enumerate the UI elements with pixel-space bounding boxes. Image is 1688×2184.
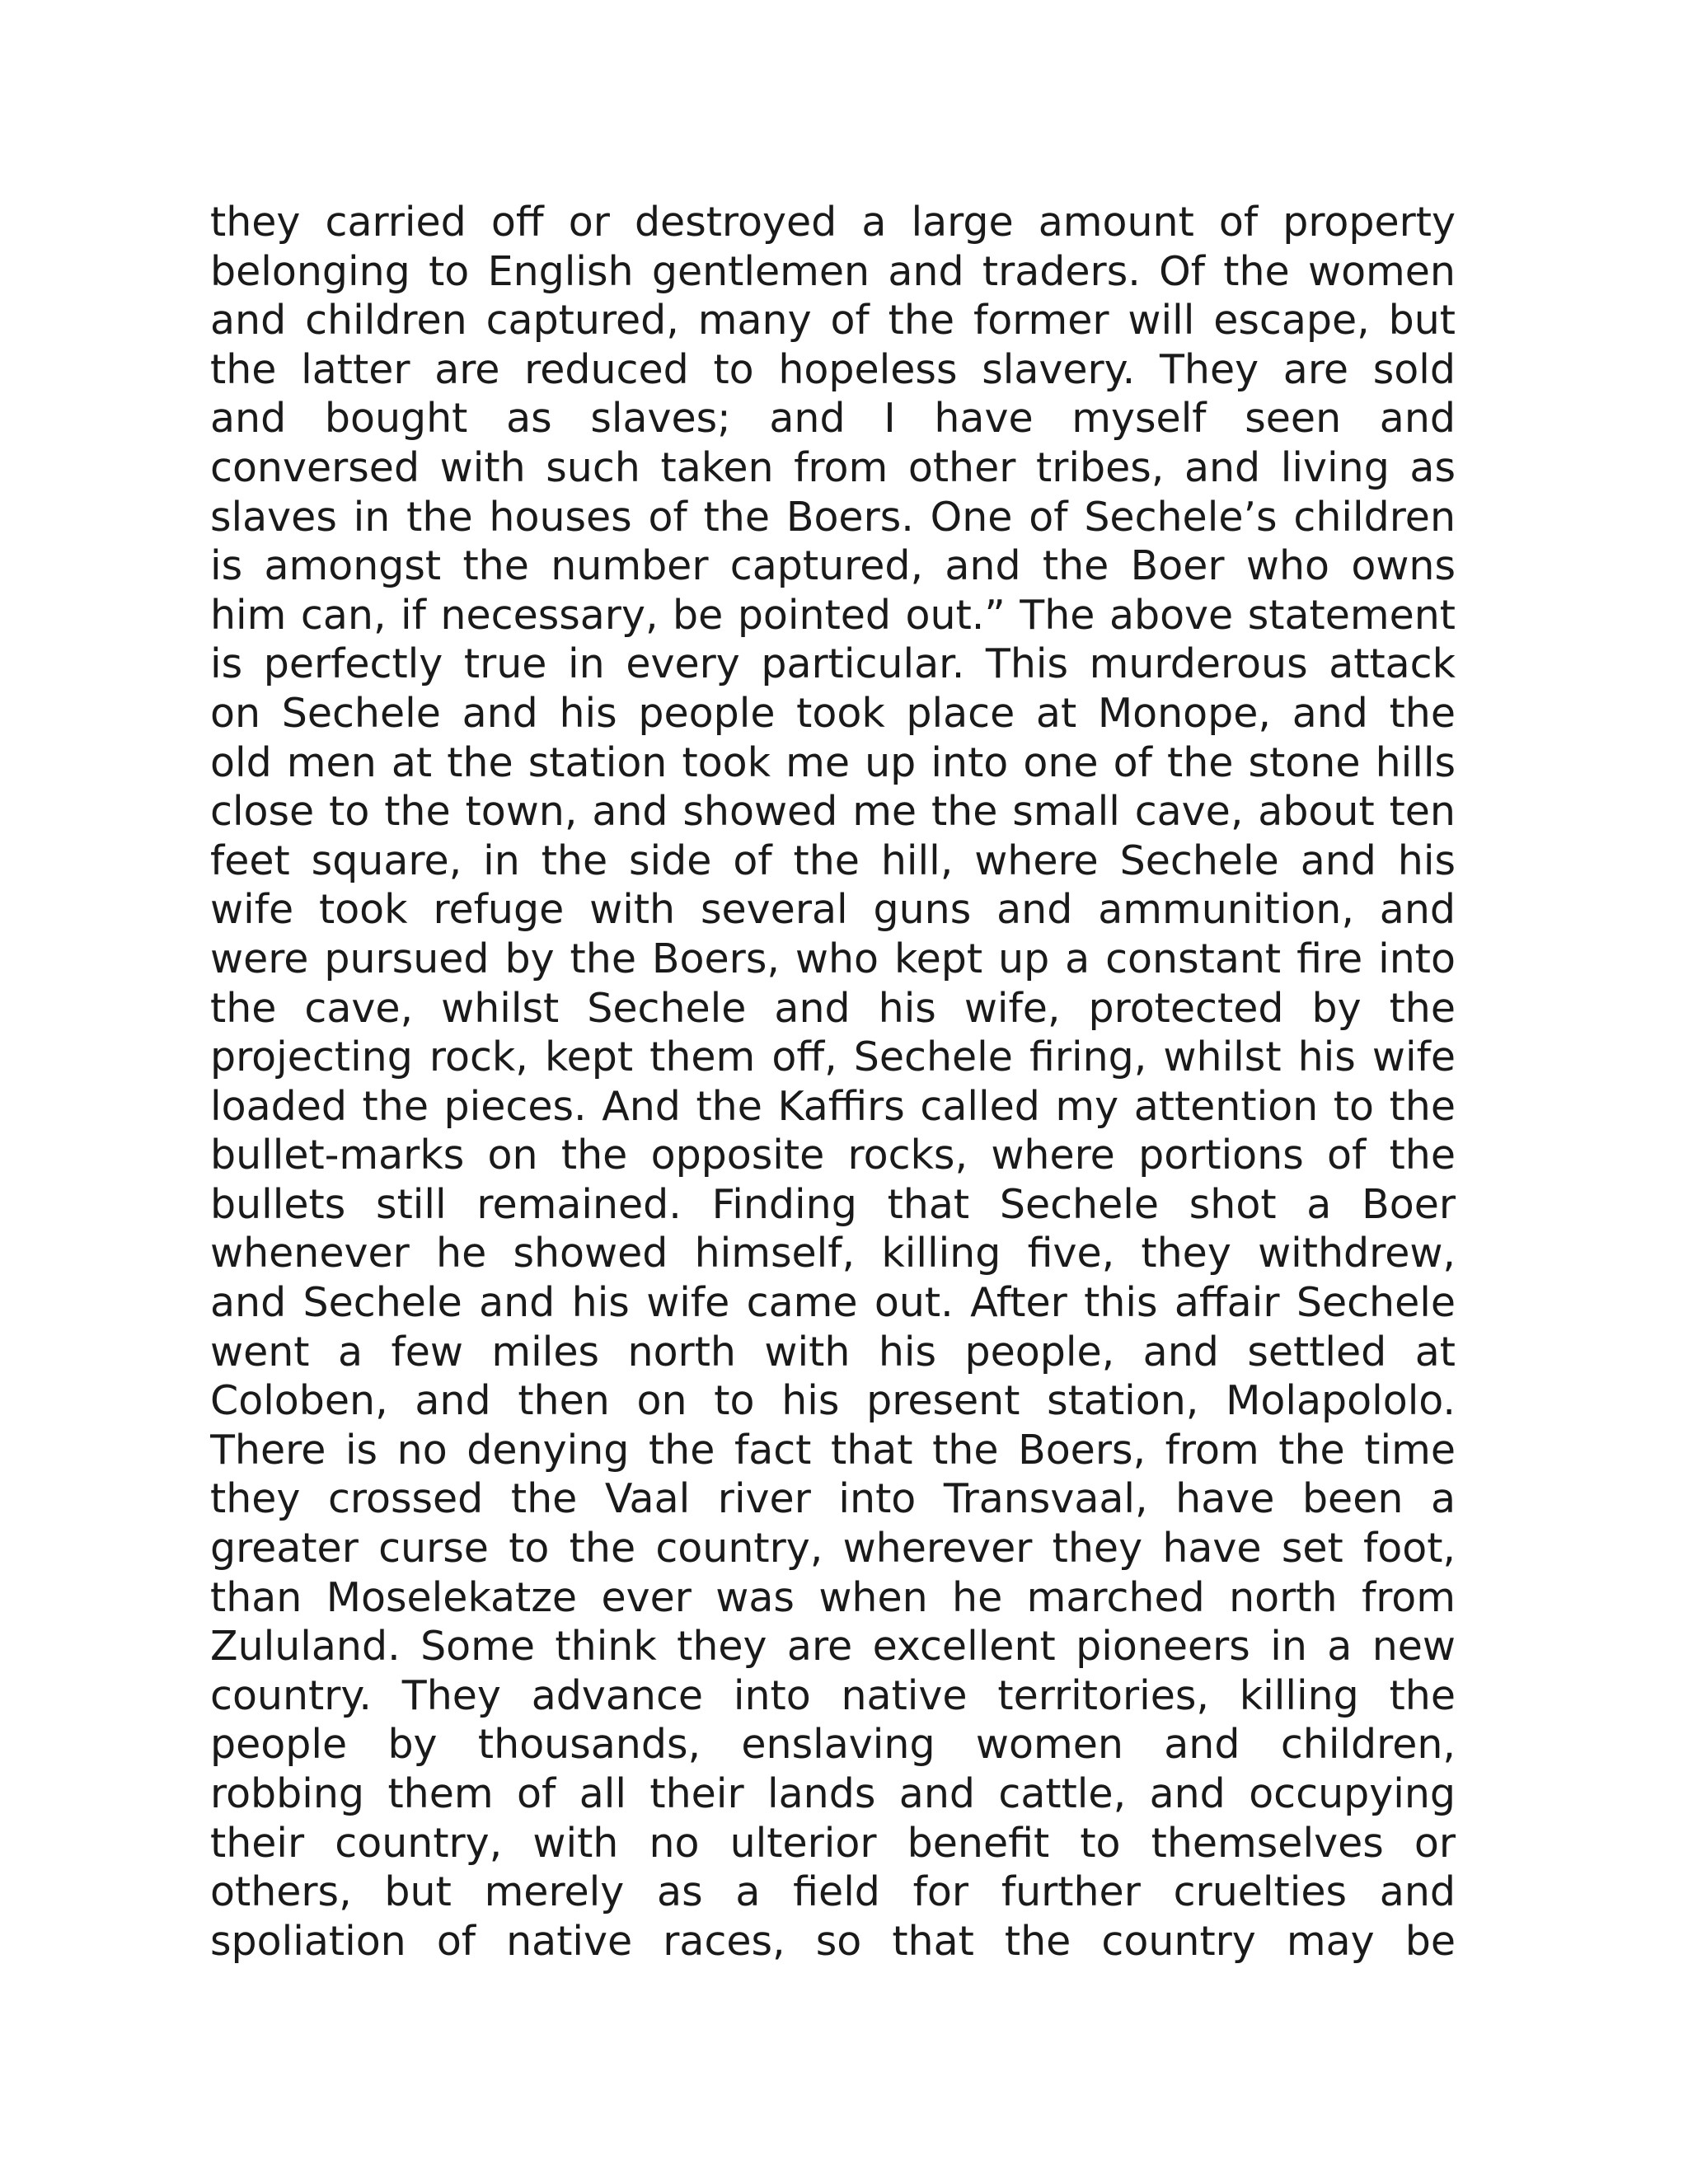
text-line: than Moselekatze ever was when he marched north from: [210, 1573, 1456, 1621]
body-text: [210, 198, 1456, 1966]
text-line: and Sechele and his wife came out. After this affair Sechele: [210, 1279, 1456, 1327]
text-line: Coloben, and then on to his present station, Molapololo.: [210, 1377, 1456, 1425]
text-line: There is no denying the fact that the Boers, from the time: [210, 1426, 1456, 1474]
text-line: robbing them of all their lands and cattle, and occupying: [210, 1770, 1456, 1817]
text-line: whenever he showed himself, killing five, they withdrew,: [210, 1230, 1456, 1277]
text-line: Zululand. Some think they are excellent pioneers in a new: [210, 1623, 1456, 1671]
text-line: him can, if necessary, be pointed out.” The above statement: [210, 591, 1456, 639]
text-line: and children captured, many of the former will escape, but: [210, 297, 1456, 344]
text-line: is perfectly true in every particular. This murderous attack: [210, 640, 1456, 688]
text-line: feet square, in the side of the hill, where Sechele and his: [210, 837, 1456, 884]
text-line: the latter are reduced to hopeless slavery. They are sold: [210, 345, 1456, 393]
text-line: country. They advance into native territories, killing the: [210, 1671, 1456, 1719]
text-line: greater curse to the country, wherever they have set foot,: [210, 1525, 1456, 1572]
text-line: the cave, whilst Sechele and his wife, protected by the: [210, 984, 1456, 1032]
text-line: they crossed the Vaal river into Transvaal, have been a: [210, 1475, 1456, 1523]
text-line: slaves in the houses of the Boers. One of Sechele’s children: [210, 493, 1456, 541]
text-line: belonging to English gentlemen and traders. Of the women: [210, 247, 1456, 295]
text-line: loaded the pieces. And the Kaffirs called my attention to the: [210, 1082, 1456, 1130]
text-line: close to the town, and showed me the small cave, about ten: [210, 788, 1456, 836]
text-line: they carried off or destroyed a large amount of property: [210, 199, 1456, 246]
text-line: is amongst the number captured, and the Boer who owns: [210, 542, 1456, 590]
text-line: wife took refuge with several guns and ammunition, and: [210, 886, 1456, 934]
text-line: projecting rock, kept them off, Sechele firing, whilst his wife: [210, 1033, 1456, 1081]
text-line: old men at the station took me up into one of the stone hills: [210, 738, 1456, 786]
text-line: spoliation of native races, so that the country may be: [210, 1917, 1456, 1965]
text-line: on Sechele and his people took place at Monope, and the: [210, 689, 1456, 737]
text-line: and bought as slaves; and I have myself seen and: [210, 395, 1456, 443]
text-line: their country, with no ulterior benefit to themselves or: [210, 1819, 1456, 1867]
text-line: were pursued by the Boers, who kept up a constant fire into: [210, 935, 1456, 982]
text-line: went a few miles north with his people, and settled at: [210, 1328, 1456, 1376]
text-line: others, but merely as a field for further cruelties and: [210, 1868, 1456, 1916]
text-line: conversed with such taken from other tribes, and living as: [210, 443, 1456, 491]
text-line: people by thousands, enslaving women and children,: [210, 1721, 1456, 1769]
text-line: bullet-marks on the opposite rocks, where portions of the: [210, 1132, 1456, 1179]
text-line: bullets still remained. Finding that Sechele shot a Boer: [210, 1180, 1456, 1228]
